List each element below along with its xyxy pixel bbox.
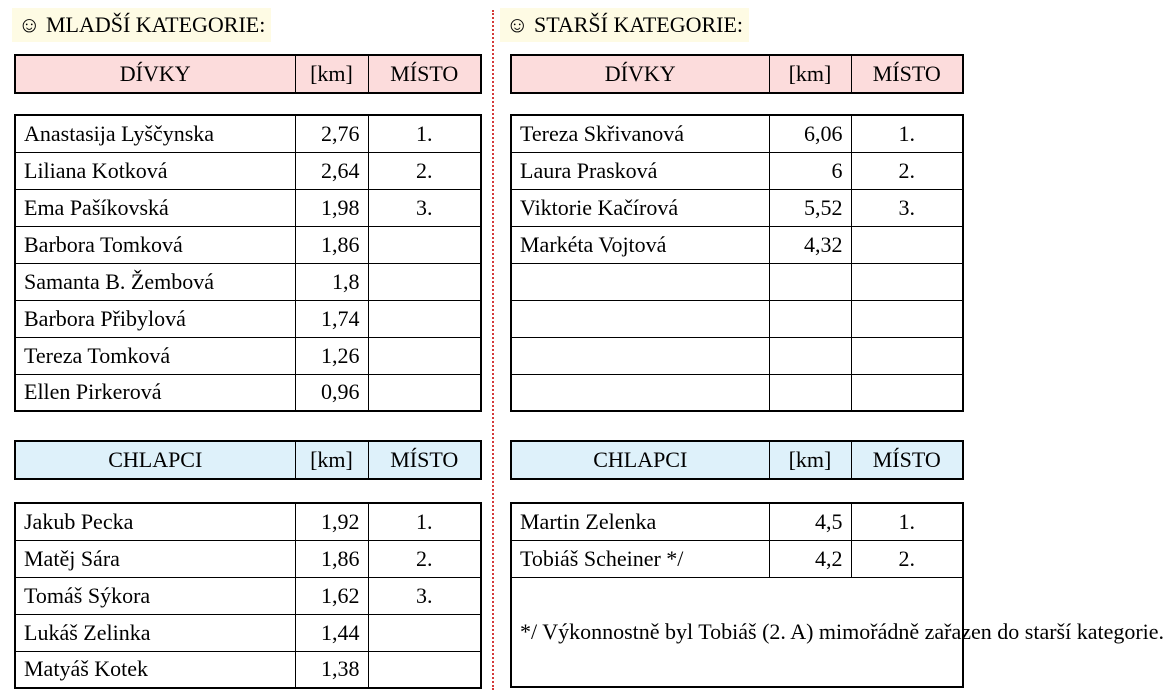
table-row	[15, 115, 481, 152]
senior-boys-table	[510, 502, 1164, 688]
athlete-name	[511, 337, 769, 374]
distance-km: 1,44	[295, 614, 368, 651]
distance-km	[769, 300, 851, 337]
ranking-place	[851, 263, 963, 300]
ranking-place	[368, 263, 481, 300]
athlete-name: Barbora Přibylová	[15, 300, 295, 337]
ranking-place	[368, 374, 481, 411]
table-row	[511, 337, 963, 374]
header-title: CHLAPCI	[15, 441, 295, 479]
table-row	[511, 189, 963, 226]
ranking-place: 2.	[368, 540, 481, 577]
distance-km: 1,92	[295, 503, 368, 540]
distance-km: 2,64	[295, 152, 368, 189]
header-km: [km]	[295, 441, 368, 479]
ranking-place: 1.	[851, 115, 963, 152]
athlete-name	[511, 300, 769, 337]
athlete-name: Jakub Pecka	[15, 503, 295, 540]
table-row	[15, 651, 481, 688]
ranking-place: 1.	[851, 503, 963, 540]
ranking-place	[368, 300, 481, 337]
table-row	[511, 300, 963, 337]
athlete-name: Matyáš Kotek	[15, 651, 295, 688]
ranking-place	[851, 374, 963, 411]
table-row	[15, 577, 481, 614]
header-title: CHLAPCI	[511, 441, 769, 479]
ranking-place	[368, 651, 481, 688]
distance-km	[769, 374, 851, 411]
table-row	[15, 226, 481, 263]
header-place: MÍSTO	[851, 55, 963, 93]
table-row	[511, 374, 963, 411]
table-row	[15, 337, 481, 374]
junior-girls-header	[14, 54, 482, 94]
ranking-place: 1.	[368, 115, 481, 152]
ranking-place: 3.	[851, 189, 963, 226]
table-row	[15, 300, 481, 337]
senior-girls-header	[510, 54, 964, 94]
distance-km: 1,86	[295, 226, 368, 263]
distance-km: 1,62	[295, 577, 368, 614]
junior-category-heading: ☺ MLADŠÍ KATEGORIE:	[12, 8, 271, 42]
athlete-name	[511, 263, 769, 300]
athlete-name: Laura Prasková	[511, 152, 769, 189]
distance-km: 6,06	[769, 115, 851, 152]
athlete-name: Samanta B. Žembová	[15, 263, 295, 300]
athlete-name: Tomáš Sýkora	[15, 577, 295, 614]
ranking-place: 2.	[851, 152, 963, 189]
header-place: MÍSTO	[368, 55, 481, 93]
header-title: DÍVKY	[511, 55, 769, 93]
table-row	[15, 152, 481, 189]
distance-km: 1,8	[295, 263, 368, 300]
distance-km: 0,96	[295, 374, 368, 411]
distance-km: 4,5	[769, 503, 851, 540]
distance-km	[769, 337, 851, 374]
ranking-place: 3.	[368, 577, 481, 614]
athlete-name: Ellen Pirkerová	[15, 374, 295, 411]
athlete-name: Liliana Kotková	[15, 152, 295, 189]
distance-km: 2,76	[295, 115, 368, 152]
athlete-name: Lukáš Zelinka	[15, 614, 295, 651]
distance-km: 5,52	[769, 189, 851, 226]
header-place: MÍSTO	[851, 441, 963, 479]
transfer-note: */ Výkonnostně byl Tobiáš (2. A) mimořádně zařazen do starší kategorie.	[511, 577, 963, 687]
senior-boys-header	[510, 440, 964, 480]
ranking-place: 2.	[368, 152, 481, 189]
column-divider	[492, 10, 494, 690]
junior-boys-header	[14, 440, 482, 480]
ranking-place	[851, 226, 963, 263]
distance-km: 4,2	[769, 540, 851, 577]
table-row	[511, 226, 963, 263]
ranking-place	[851, 337, 963, 374]
ranking-place: 3.	[368, 189, 481, 226]
table-row	[511, 503, 963, 540]
ranking-place	[851, 300, 963, 337]
ranking-place: 2.	[851, 540, 963, 577]
header-km: [km]	[769, 55, 851, 93]
header-title: DÍVKY	[15, 55, 295, 93]
athlete-name: Viktorie Kačírová	[511, 189, 769, 226]
athlete-name: Barbora Tomková	[15, 226, 295, 263]
table-row	[511, 263, 963, 300]
ranking-place	[368, 614, 481, 651]
distance-km: 1,38	[295, 651, 368, 688]
athlete-name: Anastasija Lyščynska	[15, 115, 295, 152]
header-place: MÍSTO	[368, 441, 481, 479]
distance-km: 1,98	[295, 189, 368, 226]
senior-category-heading: ☺ STARŠÍ KATEGORIE:	[500, 8, 749, 42]
ranking-place	[368, 226, 481, 263]
athlete-name: Tereza Skřivanová	[511, 115, 769, 152]
header-km: [km]	[769, 441, 851, 479]
distance-km: 1,74	[295, 300, 368, 337]
athlete-name	[511, 374, 769, 411]
ranking-place	[368, 337, 481, 374]
table-row	[15, 374, 481, 411]
table-row	[15, 614, 481, 651]
athlete-name: Ema Pašíkovská	[15, 189, 295, 226]
distance-km: 6	[769, 152, 851, 189]
distance-km: 4,32	[769, 226, 851, 263]
table-row	[511, 115, 963, 152]
header-km: [km]	[295, 55, 368, 93]
athlete-name: Tereza Tomková	[15, 337, 295, 374]
athlete-name: Markéta Vojtová	[511, 226, 769, 263]
table-row	[511, 540, 963, 577]
athlete-name: Martin Zelenka	[511, 503, 769, 540]
athlete-name: Tobiáš Scheiner */	[511, 540, 769, 577]
distance-km: 1,86	[295, 540, 368, 577]
table-row	[15, 503, 481, 540]
table-row	[15, 263, 481, 300]
note-row	[511, 577, 963, 687]
junior-boys-table	[14, 502, 482, 689]
senior-girls-table	[510, 114, 964, 412]
table-row	[15, 540, 481, 577]
table-row	[15, 189, 481, 226]
distance-km	[769, 263, 851, 300]
table-row	[511, 152, 963, 189]
distance-km: 1,26	[295, 337, 368, 374]
junior-girls-table	[14, 114, 482, 412]
athlete-name: Matěj Sára	[15, 540, 295, 577]
ranking-place: 1.	[368, 503, 481, 540]
